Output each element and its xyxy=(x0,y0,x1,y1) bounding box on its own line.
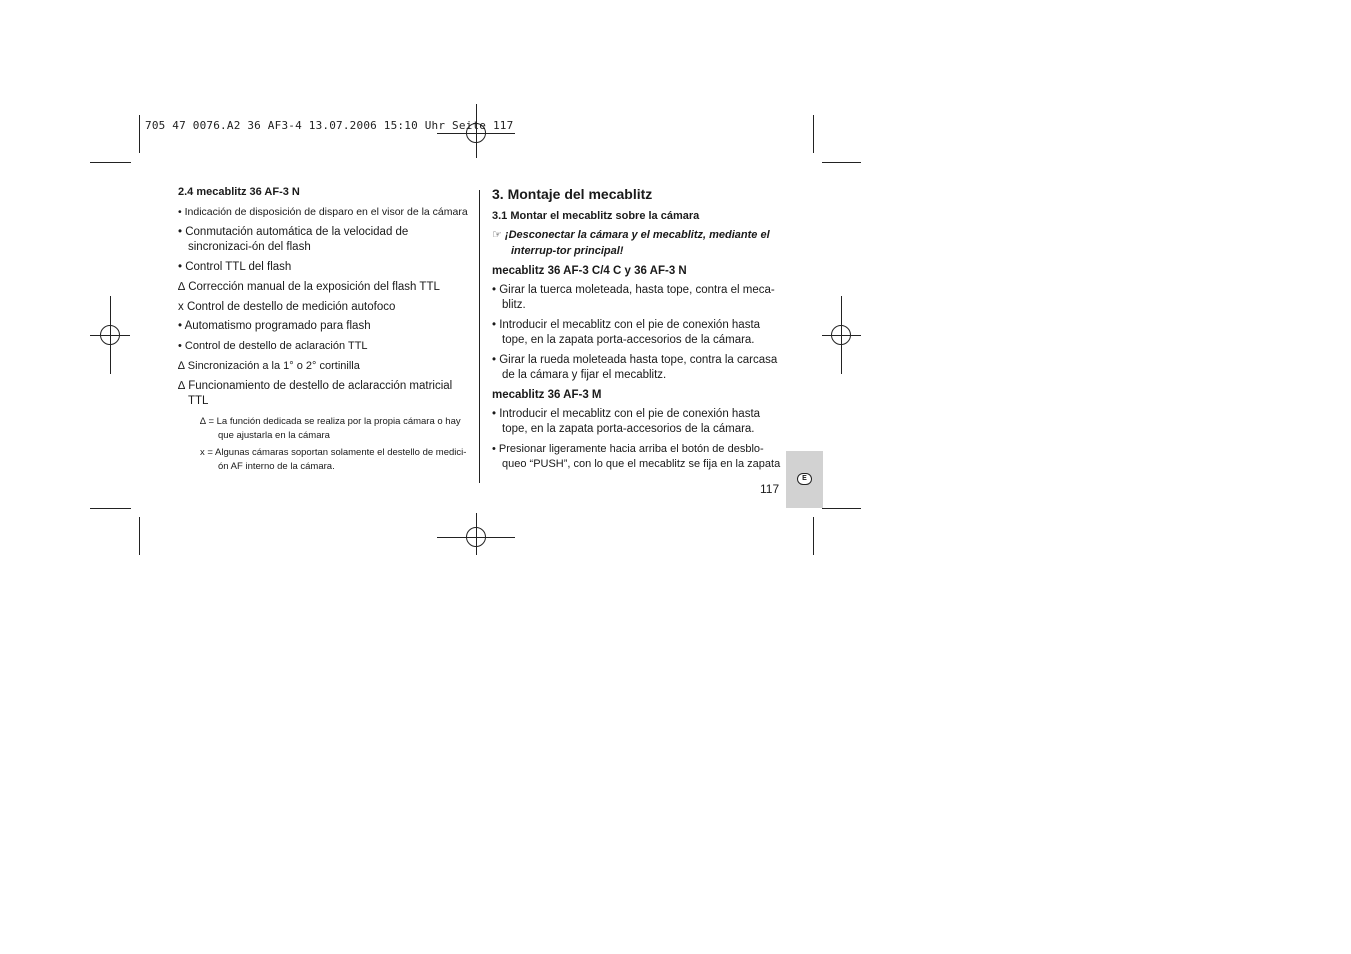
list-item: ∆ Corrección manual de la exposición del flash TTL xyxy=(178,281,440,293)
print-slug: 705 47 0076.A2 36 AF3-4 13.07.2006 15:10 Uhr Seite 117 xyxy=(145,119,514,132)
language-badge: E xyxy=(797,473,812,485)
warning-note: ☞ ¡Desconectar la cámara y el mecablitz, mediante el interrup-tor principal! xyxy=(492,229,770,257)
crop-mark xyxy=(90,162,131,163)
list-item: • Introducir el mecablitz con el pie de conexión hasta tope, en la zapata porta-accesorios de la cámara. xyxy=(492,319,761,346)
list-item: • Presionar ligeramente hacia arriba el botón de desblo-queo “PUSH”, con lo que el mecablitz se fija en la zapata xyxy=(492,443,781,470)
footnote: x = Algunas cámaras soportan solamente el destello de medici-ón AF interno de la cámara. xyxy=(200,447,467,472)
model-heading: mecablitz 36 AF-3 C/4 C y 36 AF-3 N xyxy=(492,265,687,277)
model-heading: mecablitz 36 AF-3 M xyxy=(492,389,602,401)
crop-mark xyxy=(139,115,140,153)
list-item: • Conmutación automática de la velocidad de sincronizaci-ón del flash xyxy=(178,226,409,253)
list-item: ∆ Sincronización a la 1° o 2° cortinilla xyxy=(178,360,360,372)
registration-circle xyxy=(466,527,486,547)
section-title: 3. Montaje del mecablitz xyxy=(492,186,653,202)
crop-mark xyxy=(813,115,814,153)
section-heading: 2.4 mecablitz 36 AF-3 N xyxy=(178,186,300,198)
list-item: x Control de destello de medición autofoco xyxy=(178,301,396,313)
page-number: 117 xyxy=(760,482,780,496)
footnotes xyxy=(200,415,472,473)
list-item: • Girar la rueda moleteada hasta tope, contra la carcasa de la cámara y fijar el mecablitz. xyxy=(492,354,778,381)
list-item: • Control TTL del flash xyxy=(178,261,292,273)
list-item: • Girar la tuerca moleteada, hasta tope, contra el meca-blitz. xyxy=(492,284,775,311)
registration-circle xyxy=(100,325,120,345)
section-subheading: 3.1 Montar el mecablitz sobre la cámara xyxy=(492,210,700,222)
crop-mark xyxy=(90,508,131,509)
right-column xyxy=(492,186,784,472)
footnote: ∆ = La función dedicada se realiza por la propia cámara o hay que ajustarla en la cámara xyxy=(200,416,461,441)
list-item: • Control de destello de aclaración TTL xyxy=(178,340,368,352)
list-item: • Automatismo programado para flash xyxy=(178,320,371,332)
crop-mark xyxy=(822,162,861,163)
crop-mark xyxy=(813,517,814,555)
list-item: ∆ Funcionamiento de destello de aclaracción matricial TTL xyxy=(178,380,453,407)
crop-mark xyxy=(139,517,140,555)
column-divider xyxy=(479,190,480,483)
list-item: • Indicación de disposición de disparo en el visor de la cámara xyxy=(178,206,468,218)
registration-circle xyxy=(831,325,851,345)
language-tab xyxy=(786,451,823,508)
crop-mark xyxy=(822,508,861,509)
list-item: • Introducir el mecablitz con el pie de conexión hasta tope, en la zapata porta-accesorios de la cámara. xyxy=(492,408,761,435)
left-column xyxy=(178,186,474,473)
